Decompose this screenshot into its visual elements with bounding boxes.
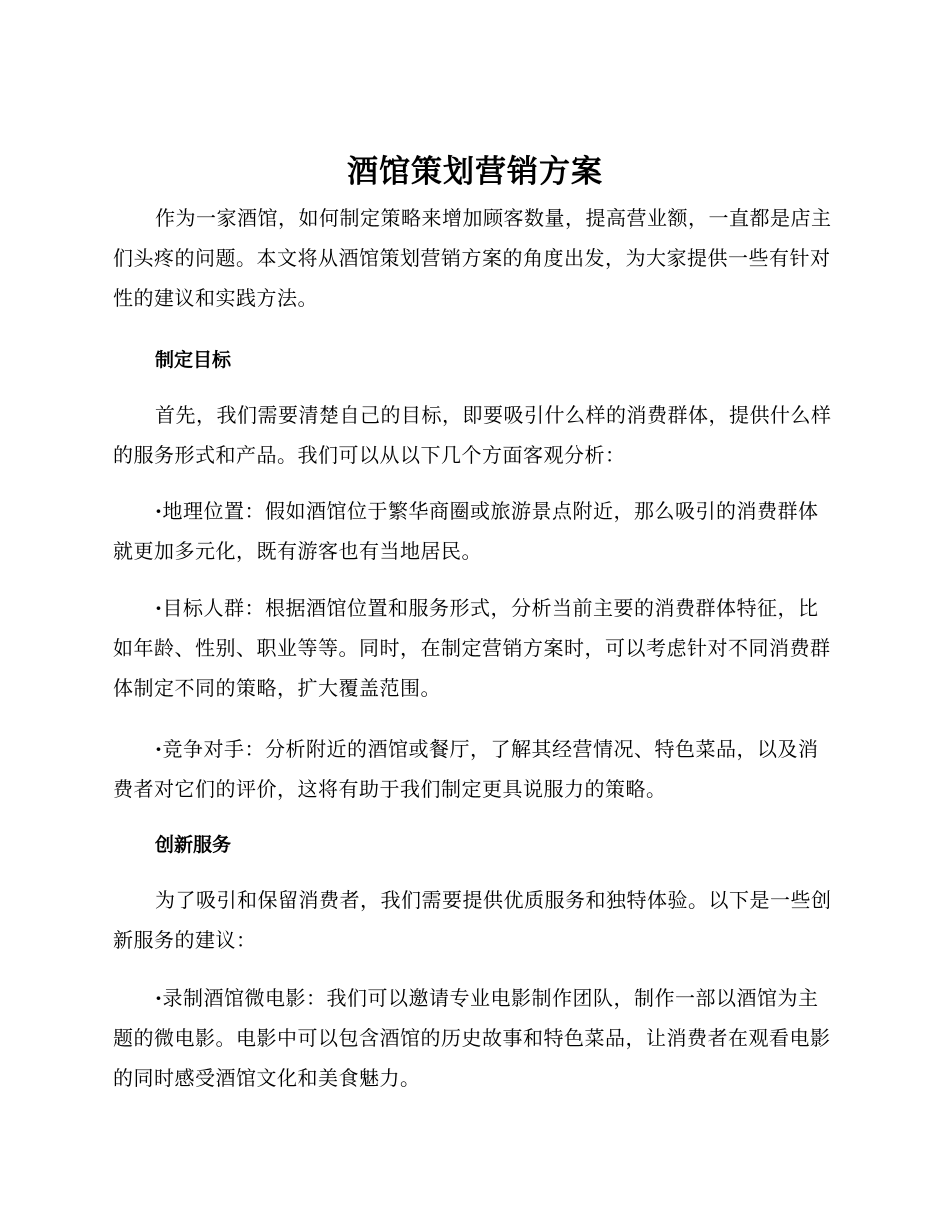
- bullet-text: 目标人群：根据酒馆位置和服务形式，分析当前主要的消费群体特征，比如年龄、性别、职业等等。同时，在制定营销方案时，可以考虑针对不同消费群体制定不同的策略，扩大覆盖范围。: [113, 596, 831, 700]
- bullet-text: 地理位置：假如酒馆位于繁华商圈或旅游景点附近，那么吸引的消费群体就更加多元化，既有游客也有当地居民。: [113, 499, 819, 563]
- bullet-icon: ·: [155, 596, 163, 620]
- bullet-item-location: [113, 491, 833, 571]
- bullet-text: 竞争对手：分析附近的酒馆或餐厅，了解其经营情况、特色菜品，以及消费者对它们的评价，这将有助于我们制定更具说服力的策略。: [113, 737, 819, 801]
- goals-paragraph: 首先，我们需要清楚自己的目标，即要吸引什么样的消费群体，提供什么样的服务形式和产品。我们可以从以下几个方面客观分析：: [113, 403, 832, 467]
- bullet-item-audience: [113, 588, 833, 708]
- bullet-item-competitors: [113, 729, 833, 809]
- bullet-item-film: [113, 978, 833, 1098]
- services-paragraph: 为了吸引和保留消费者，我们需要提供优质服务和独特体验。以下是一些创新服务的建议：: [113, 888, 832, 952]
- bullet-icon: ·: [155, 986, 163, 1010]
- bullet-icon: ·: [155, 499, 163, 523]
- section-heading-services: 创新服务: [155, 834, 232, 856]
- document-title: 酒馆策划营销方案: [347, 154, 603, 190]
- section-heading-goals: 制定目标: [155, 349, 232, 371]
- intro-paragraph: 作为一家酒馆，如何制定策略来增加顾客数量，提高营业额，一直都是店主们头疼的问题。本文将从酒馆策划营销方案的角度出发，为大家提供一些有针对性的建议和实践方法。: [113, 206, 832, 310]
- bullet-icon: ·: [155, 737, 163, 761]
- bullet-text: 录制酒馆微电影：我们可以邀请专业电影制作团队，制作一部以酒馆为主题的微电影。电影中可以包含酒馆的历史故事和特色菜品，让消费者在观看电影的同时感受酒馆文化和美食魅力。: [113, 986, 831, 1090]
